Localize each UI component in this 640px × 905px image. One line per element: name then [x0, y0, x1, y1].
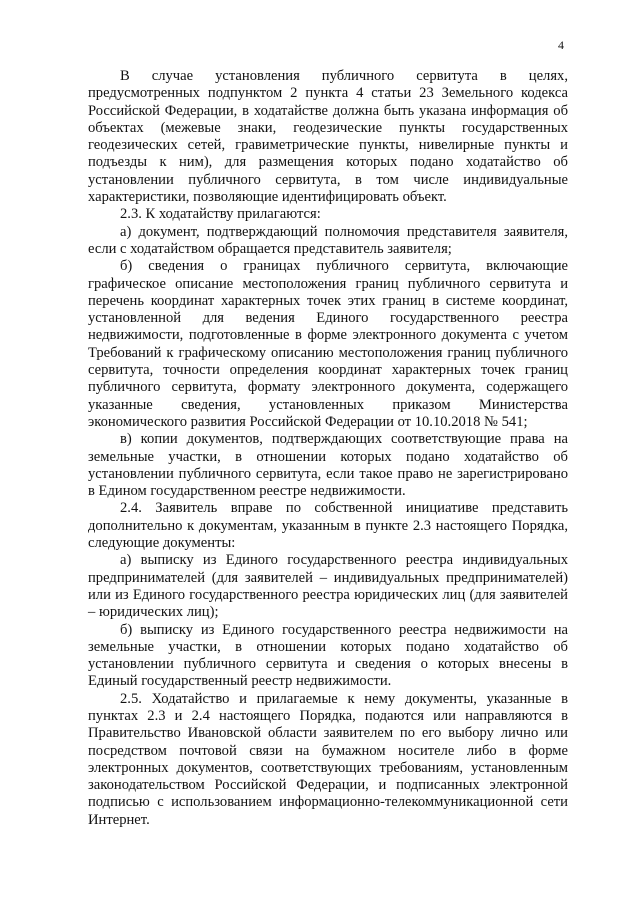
- paragraph-servitude-info: В случае установления публичного сервитута в целях, предусмотренных подпунктом 2 пункта 4 статьи 23 Земельного кодекса Российской Федерации, в ходатайстве должна быть указана информация об объектах (межевые знаки, геодезические пункты государственных геодезических сетей, гравиметрические пункты, нивелирные пункты и подъезды к ним), для размещения которых подано ходатайство об установлении публичного сервитута, в том числе индивидуальные характеристики, позволяющие идентифицировать объект.: [88, 68, 568, 206]
- document-body: [88, 68, 568, 829]
- paragraph-2-3-c: в) копии документов, подтверждающих соответствующие права на земельные участки, в отношении которых подано ходатайство об установлении публичного сервитута, если такое право не зарегистрировано в Едином государственном реестре недвижимости.: [88, 431, 568, 500]
- paragraph-2-5: 2.5. Ходатайство и прилагаемые к нему документы, указанные в пунктах 2.3 и 2.4 настоящего Порядка, подаются или направляются в Правительство Ивановской области заявителем по его выбору лично или посредством почтовой связи на бумажном носителе либо в форме электронных документов, соответствующих требованиям, установленным законодательством Российской Федерации, и подписанных электронной подписью с использованием информационно-телекоммуникационной сети Интернет.: [88, 690, 568, 828]
- paragraph-2-4-a: а) выписку из Единого государственного реестра индивидуальных предпринимателей (для заявителей – индивидуальных предпринимателей) или из Единого государственного реестра юридических лиц (для заявителей – юридических лиц);: [88, 552, 568, 621]
- paragraph-2-3-heading: 2.3. К ходатайству прилагаются:: [120, 206, 321, 223]
- paragraph-2-3-b: б) сведения о границах публичного сервитута, включающие графическое описание местоположения границ публичного сервитута и перечень координат характерных точек этих границ в системе координат, установленной для ведения Единого государственного реестра недвижимости, подготовленные в форме электронного документа с учетом Требований к графическому описанию местоположения границ публичного сервитута, точности определения координат характерных точек границ публичного сервитута, формату электронного документа, содержащего указанные сведения, установленных приказом Министерства экономического развития Российской Федерации от 10.10.2018 № 541;: [88, 258, 568, 430]
- paragraph-2-4: 2.4. Заявитель вправе по собственной инициативе представить дополнительно к документам, указанным в пункте 2.3 настоящего Порядка, следующие документы:: [88, 500, 568, 552]
- paragraph-2-3-a: а) документ, подтверждающий полномочия представителя заявителя, если с ходатайством обращается представитель заявителя;: [88, 223, 568, 257]
- page-number: 4: [558, 38, 564, 52]
- paragraph-2-4-b: б) выписку из Единого государственного реестра недвижимости на земельные участки, в отношении которых подано ходатайство об установлении публичного сервитута и сведения о которых внесены в Единый государственный реестр недвижимости.: [88, 621, 568, 690]
